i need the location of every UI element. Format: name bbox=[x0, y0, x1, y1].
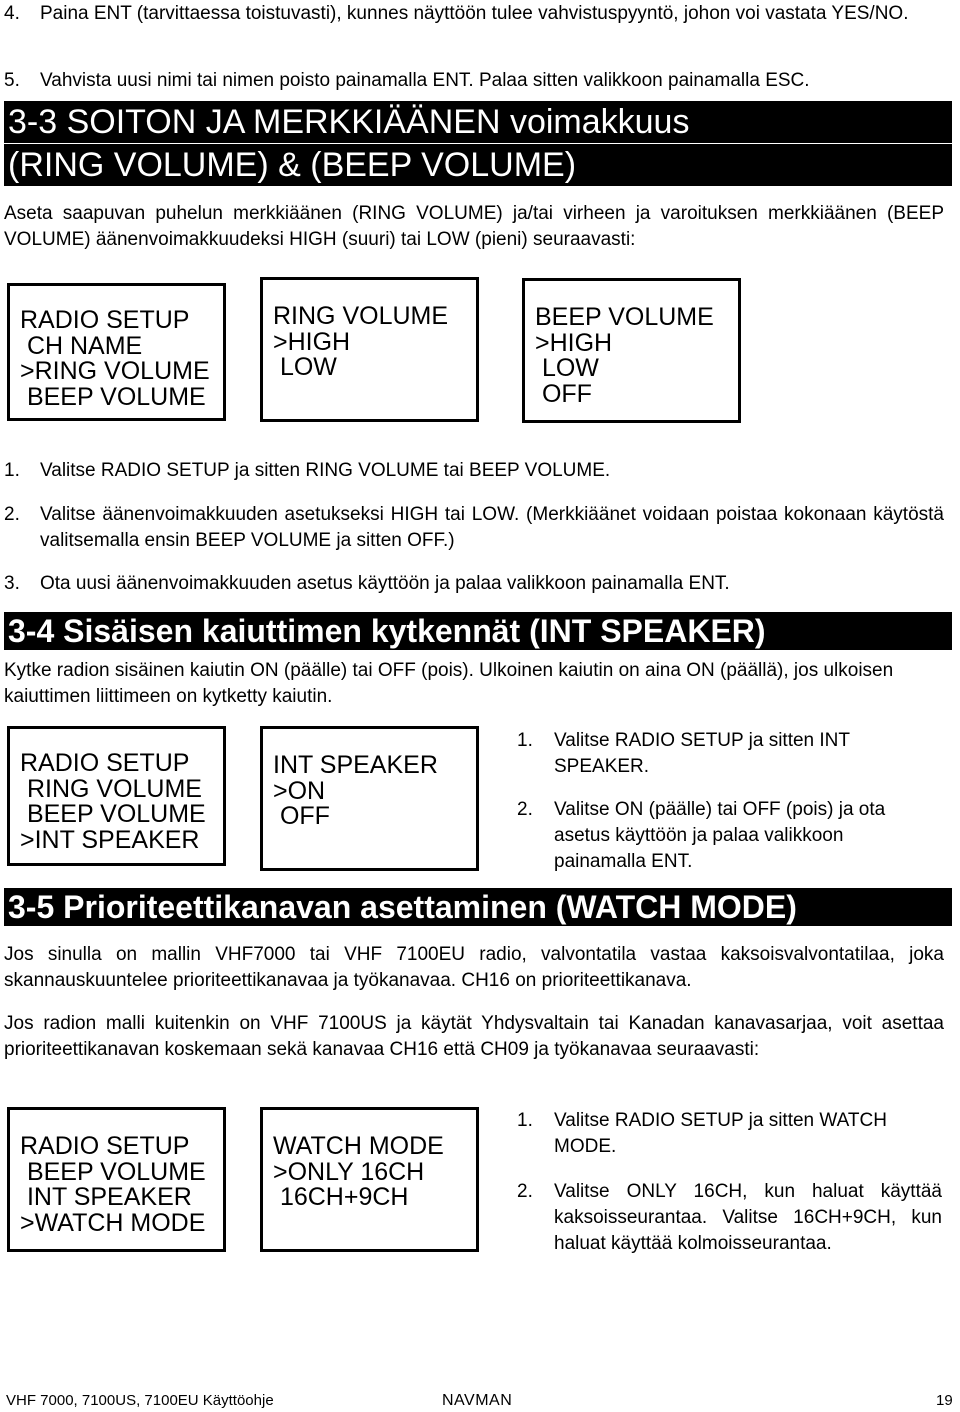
section-heading-3-3-line2: (RING VOLUME) & (BEEP VOLUME) bbox=[4, 144, 952, 186]
intro-step-5 bbox=[4, 68, 944, 94]
step-number: 4. bbox=[4, 3, 20, 24]
lcd-screen-ring-volume bbox=[260, 277, 479, 422]
lcd-line: BEEP VOLUME bbox=[20, 800, 206, 828]
lcd-line: INT SPEAKER bbox=[273, 751, 438, 779]
step-number: 3. bbox=[4, 573, 20, 594]
step-text: Paina ENT (tarvittaessa toistuvasti), kunnes näyttöön tulee vahvistuspyyntö, johon voi vastata YES/NO. bbox=[40, 3, 909, 24]
footer-brand-logo: NAVMAN bbox=[442, 1392, 513, 1409]
step-text: Valitse ON (päälle) tai OFF (pois) ja ota asetus käyttöön ja palaa valikkoon painamalla ENT. bbox=[554, 799, 886, 872]
lcd-line: >HIGH bbox=[273, 327, 351, 356]
section-3-5-step-2 bbox=[517, 1179, 942, 1257]
lcd-line: BEEP VOLUME bbox=[20, 1157, 206, 1186]
section-heading-3-3-line1: 3-3 SOITON JA MERKKIÄÄNEN voimakkuus bbox=[4, 101, 952, 143]
lcd-screen-watch-mode bbox=[260, 1107, 479, 1252]
step-number: 1. bbox=[4, 460, 20, 481]
section-3-5-step-1 bbox=[517, 1108, 947, 1160]
lcd-screen-int-speaker bbox=[260, 726, 479, 871]
lcd-screen-beep-volume bbox=[522, 278, 741, 423]
section-3-3-intro: Aseta saapuvan puhelun merkkiäänen (RING VOLUME) ja/tai virheen ja varoituksen merkkiäänen (BEEP VOLUME) äänenvoimakkuudeksi HIGH (suuri) tai LOW (pieni) seuraavasti: bbox=[4, 203, 944, 250]
section-3-5-para-2: Jos radion malli kuitenkin on VHF 7100US ja käytät Yhdysvaltain tai Kanadan kanavasarjaa, voit asettaa prioriteettikanavan koskemaan sekä kanavaa CH16 että CH09 ja työkanavaa seuraavasti: bbox=[4, 1013, 944, 1060]
section-3-3-step-2 bbox=[4, 502, 944, 554]
step-text: Valitse ONLY 16CH, kun haluat käyttää kaksoisseurantaa. Valitse 16CH+9CH, kun haluat käyttää kolmoisseurantaa. bbox=[554, 1181, 942, 1254]
footer-page-number: 19 bbox=[936, 1392, 953, 1409]
step-text: Valitse äänenvoimakkuuden asetukseksi HIGH tai LOW. (Merkkiäänet voidaan poistaa kokonaan käytöstä valitsemalla ensin BEEP VOLUME ja sitten OFF.) bbox=[40, 504, 944, 551]
lcd-line: >HIGH bbox=[535, 328, 613, 357]
lcd-line: WATCH MODE bbox=[273, 1132, 444, 1160]
lcd-line: RADIO SETUP bbox=[20, 1132, 190, 1160]
lcd-screen-radio-setup bbox=[7, 726, 226, 866]
lcd-line: INT SPEAKER bbox=[20, 1183, 192, 1211]
lcd-line: RING VOLUME bbox=[273, 302, 449, 330]
footer-manual-title: VHF 7000, 7100US, 7100EU Käyttöohje bbox=[6, 1392, 274, 1409]
lcd-line: LOW bbox=[535, 354, 599, 382]
section-3-4-step-2 bbox=[517, 797, 937, 875]
lcd-line: >WATCH MODE bbox=[20, 1208, 206, 1237]
lcd-line: RING VOLUME bbox=[20, 774, 202, 803]
lcd-line: >RING VOLUME bbox=[20, 357, 210, 385]
step-text: Valitse RADIO SETUP ja sitten INT SPEAKER. bbox=[554, 730, 850, 777]
section-3-4-intro: Kytke radion sisäinen kaiutin ON (päälle) tai OFF (pois). Ulkoinen kaiutin on aina ON (päällä), jos ulkoisen kaiuttimen liittimeen on kytketty kaiutin. bbox=[4, 660, 894, 707]
lcd-line: BEEP VOLUME bbox=[535, 303, 714, 331]
step-number: 2. bbox=[517, 1181, 533, 1202]
lcd-line: >INT SPEAKER bbox=[20, 825, 200, 854]
lcd-screen-radio-setup bbox=[7, 1107, 226, 1252]
lcd-line: OFF bbox=[273, 802, 330, 830]
lcd-line: BEEP VOLUME bbox=[20, 382, 206, 411]
lcd-line: OFF bbox=[535, 379, 592, 408]
lcd-line: RADIO SETUP bbox=[20, 749, 190, 777]
step-text: Valitse RADIO SETUP ja sitten RING VOLUME tai BEEP VOLUME. bbox=[40, 460, 611, 481]
step-number: 5. bbox=[4, 70, 20, 91]
lcd-line: 16CH+9CH bbox=[273, 1183, 409, 1211]
section-3-4-step-1 bbox=[517, 728, 937, 780]
step-number: 1. bbox=[517, 730, 533, 751]
section-heading-3-4: 3-4 Sisäisen kaiuttimen kytkennät (INT SPEAKER) bbox=[4, 612, 952, 650]
section-3-3-step-1 bbox=[4, 458, 944, 484]
intro-step-4 bbox=[4, 1, 944, 27]
step-number: 2. bbox=[4, 504, 20, 525]
section-3-3-step-3 bbox=[4, 571, 944, 597]
section-heading-3-5: 3-5 Prioriteettikanavan asettaminen (WATCH MODE) bbox=[4, 888, 952, 926]
lcd-line: >ONLY 16CH bbox=[273, 1157, 425, 1186]
section-3-5-para-1: Jos sinulla on mallin VHF7000 tai VHF 7100EU radio, valvontatila vastaa kaksoisvalvontatilaa, joka skannauskuuntelee prioriteettikanavaa ja työkanavaa. CH16 on prioriteettikanava. bbox=[4, 944, 944, 991]
lcd-line: RADIO SETUP bbox=[20, 306, 190, 334]
lcd-line: CH NAME bbox=[20, 331, 143, 360]
step-text: Vahvista uusi nimi tai nimen poisto painamalla ENT. Palaa sitten valikkoon painamalla ESC. bbox=[40, 70, 810, 91]
step-text: Ota uusi äänenvoimakkuuden asetus käyttöön ja palaa valikkoon painamalla ENT. bbox=[40, 573, 730, 594]
step-number: 2. bbox=[517, 799, 533, 820]
step-number: 1. bbox=[517, 1110, 533, 1131]
lcd-screen-radio-setup bbox=[7, 283, 226, 421]
lcd-line: >ON bbox=[273, 776, 326, 805]
step-text: Valitse RADIO SETUP ja sitten WATCH MODE. bbox=[554, 1110, 887, 1157]
lcd-line: LOW bbox=[273, 353, 337, 381]
